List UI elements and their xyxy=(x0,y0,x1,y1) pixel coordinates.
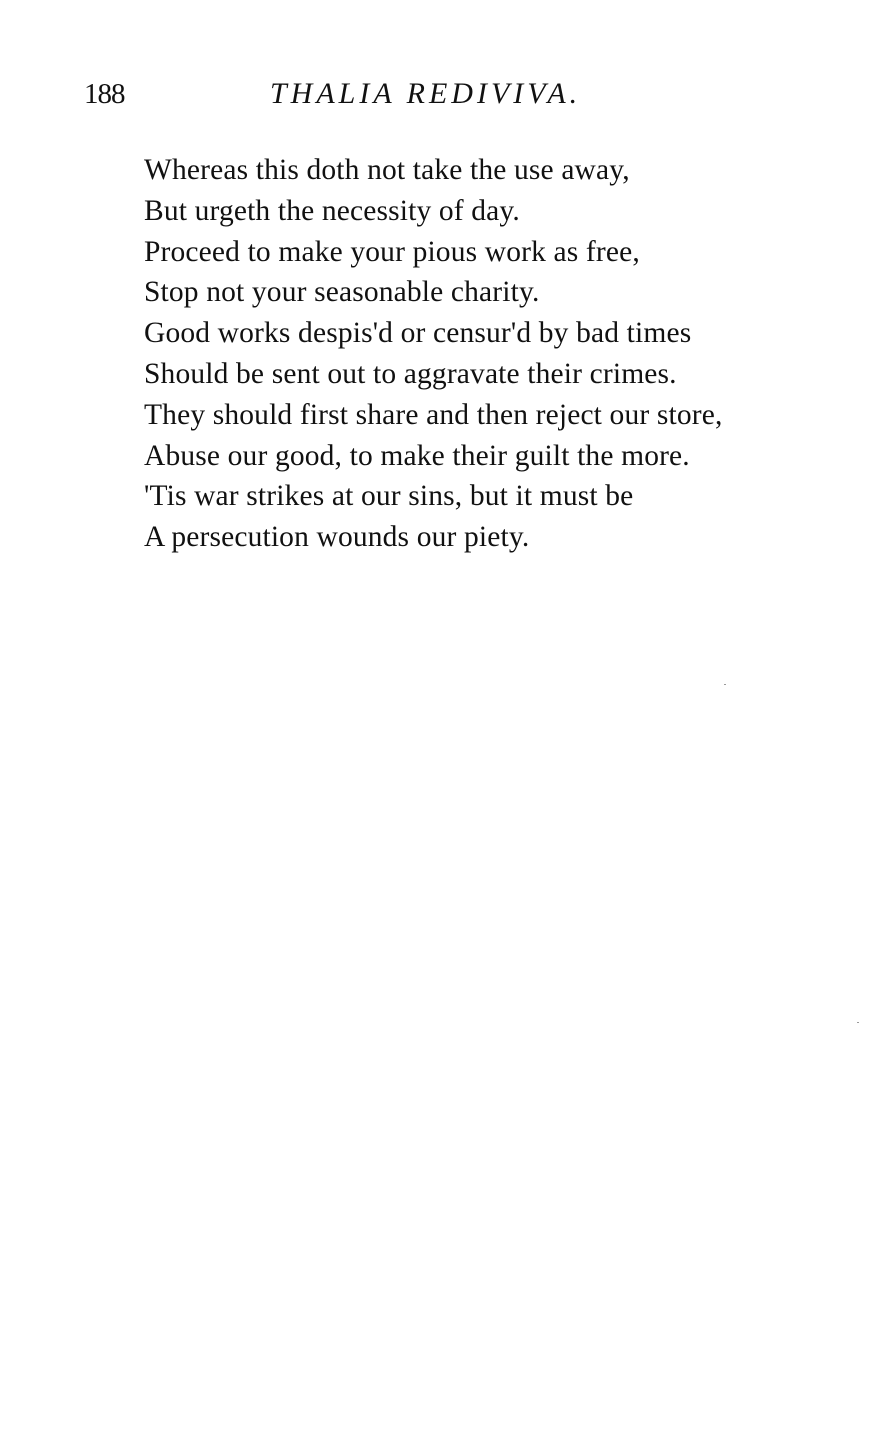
paper-speck xyxy=(724,684,726,685)
poem-text xyxy=(144,150,844,558)
poem-line: A persecution wounds our piety. xyxy=(144,521,530,554)
poem-line: They should first share and then reject our store, xyxy=(144,398,723,431)
paper-speck xyxy=(857,1022,859,1023)
running-title: THALIA REDIVIVA. xyxy=(270,77,582,110)
page-number: 188 xyxy=(84,78,125,110)
running-head xyxy=(84,74,644,118)
poem-line: 'Tis war strikes at our sins, but it must be xyxy=(144,480,634,513)
poem-line: Abuse our good, to make their guilt the more. xyxy=(144,439,690,472)
poem-line: Whereas this doth not take the use away, xyxy=(144,154,630,186)
poem-line: But urgeth the necessity of day. xyxy=(144,194,520,227)
poem-line: Proceed to make your pious work as free, xyxy=(144,235,640,268)
poem-line: Good works despis'd or censur'd by bad times xyxy=(144,317,692,350)
poem-line: Should be sent out to aggravate their crimes. xyxy=(144,357,677,390)
poem-line: Stop not your seasonable charity. xyxy=(144,276,540,309)
